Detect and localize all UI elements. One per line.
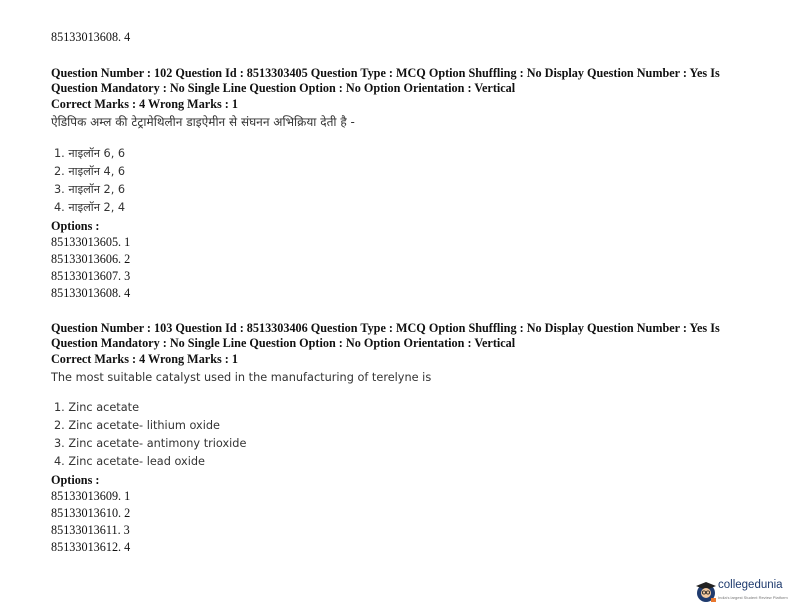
q103-options-label: Options : xyxy=(51,473,100,487)
q103-option-id-4: 85133013612. 4 xyxy=(51,540,131,554)
q103-option-id-3: 85133013611. 3 xyxy=(51,523,130,537)
q103-header: Question Number : 103 Question Id : 8513303406 Question Type : MCQ Option Shuffling : No Display Question Number : Yes Is Question Mandatory : No Single Line Question Option : No Option Orientation : Vertical xyxy=(51,321,720,350)
brand-tagline: India's largest Student Review Platform xyxy=(718,595,788,600)
q103-choice-2: 2. Zinc acetate- lithium oxide xyxy=(54,419,220,432)
q102-choice-2: 2. नाइलॉन 4, 6 xyxy=(54,165,126,178)
q103-choice-4: 4. Zinc acetate- lead oxide xyxy=(54,455,205,468)
q103-option-id-2: 85133013610. 2 xyxy=(51,506,131,520)
q102-marks: Correct Marks : 4 Wrong Marks : 1 xyxy=(51,97,238,111)
collegedunia-logo xyxy=(694,577,786,607)
q102-choice-1: 1. नाइलॉन 6, 6 xyxy=(54,147,126,160)
q102-question-text: ऐडिपिक अम्ल की टेट्रामेथिलीन डाइऐमीन से संघनन अभिक्रिया देती है - xyxy=(51,115,355,129)
q102-option-id-2: 85133013606. 2 xyxy=(51,252,131,266)
q103-choice-3: 3. Zinc acetate- antimony trioxide xyxy=(54,437,247,450)
q102-choice-3: 3. नाइलॉन 2, 6 xyxy=(54,183,126,196)
q102-option-id-4: 85133013608. 4 xyxy=(51,286,131,300)
q102-option-id-1: 85133013605. 1 xyxy=(51,235,131,249)
q103-marks: Correct Marks : 4 Wrong Marks : 1 xyxy=(51,352,238,366)
graduate-avatar-icon xyxy=(694,579,718,603)
q102-option-id-3: 85133013607. 3 xyxy=(51,269,131,283)
q102-choice-4: 4. नाइलॉन 2, 4 xyxy=(54,201,126,214)
brand-name: collegedunia xyxy=(718,579,783,591)
previous-option-id: 85133013608. 4 xyxy=(51,30,131,44)
q102-options-label: Options : xyxy=(51,219,100,233)
q103-option-id-1: 85133013609. 1 xyxy=(51,489,131,503)
q103-choice-1: 1. Zinc acetate xyxy=(54,401,140,414)
q103-question-text: The most suitable catalyst used in the manufacturing of terelyne is xyxy=(51,371,432,384)
q102-header: Question Number : 102 Question Id : 8513303405 Question Type : MCQ Option Shuffling : No Display Question Number : Yes Is Question Mandatory : No Single Line Question Option : No Option Orientation : Vertical xyxy=(51,66,720,95)
